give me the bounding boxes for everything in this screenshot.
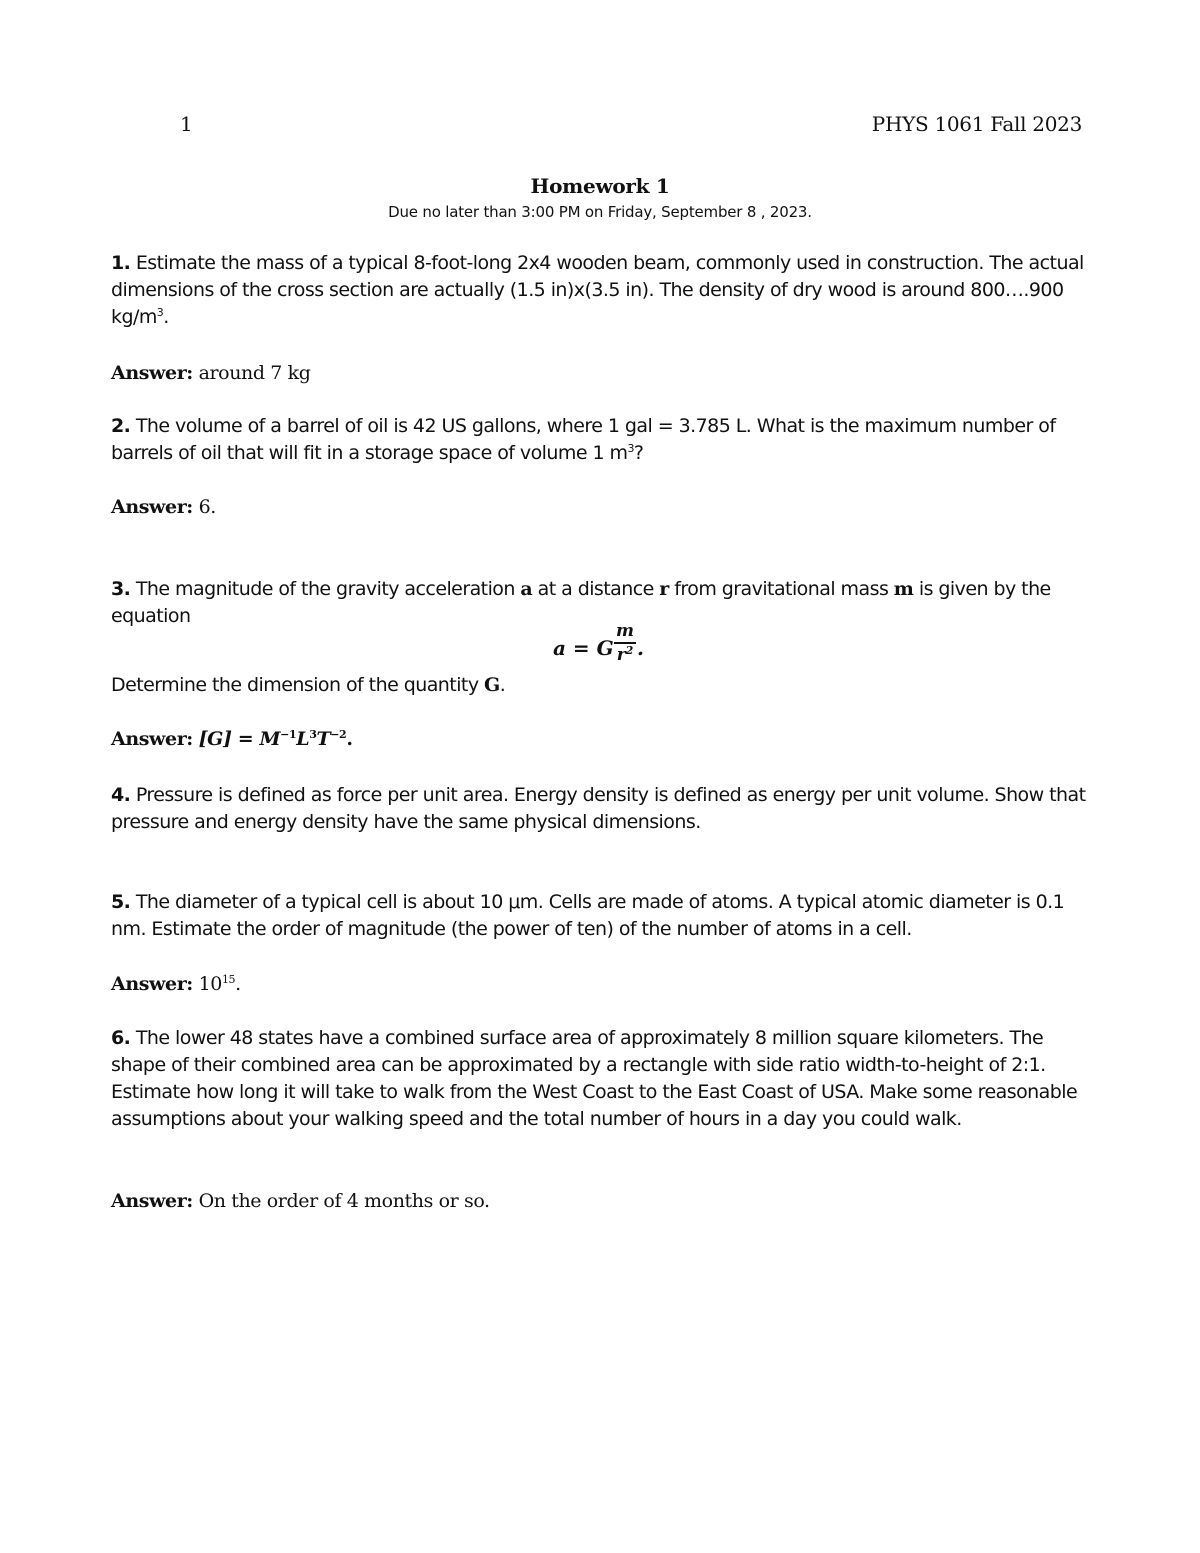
- page-number: 1: [180, 112, 193, 136]
- problem-6: [111, 1025, 1096, 1133]
- formula-M-exp: −1: [280, 728, 297, 741]
- answer-label: Answer:: [111, 362, 193, 384]
- problem-text-end: .: [499, 674, 506, 696]
- formula-T: T: [316, 728, 331, 750]
- problem-text: Estimate the mass of a typical 8-foot-long 2x4 wooden beam, commonly used in construction. The actual dimensions of the cross section are actually (1.5 in)x(3.5 in). The density of dry wood is around 800….900 kg/m: [111, 252, 1084, 328]
- formula-M: M: [259, 728, 281, 750]
- answer-exponent: 15: [221, 973, 236, 986]
- answer-5: [111, 971, 241, 998]
- answer-text: On the order of 4 months or so.: [198, 1190, 490, 1212]
- formula-L: L: [296, 728, 310, 750]
- answer-base: 10: [198, 973, 222, 995]
- symbol-G: G: [484, 674, 500, 696]
- problem-3: [111, 576, 1096, 630]
- answer-text: around 7 kg: [198, 362, 311, 384]
- problem-text-end: ?: [633, 442, 644, 464]
- answer-end: .: [235, 973, 241, 995]
- problem-3-followup: [111, 672, 1096, 699]
- problem-text: is given by the equation: [111, 578, 1051, 627]
- problem-text: The magnitude of the gravity acceleration: [135, 578, 521, 600]
- answer-label: Answer:: [111, 1190, 193, 1212]
- problem-text-end: .: [163, 306, 169, 328]
- denominator-exponent: 2: [625, 644, 634, 657]
- equation-end: .: [637, 636, 644, 660]
- problem-number: 5.: [111, 891, 131, 913]
- symbol-a: a: [520, 578, 533, 600]
- problem-text: at a distance: [532, 578, 660, 600]
- symbol-r: r: [659, 578, 669, 600]
- answer-label: Answer:: [111, 728, 193, 750]
- superscript: 3: [156, 306, 164, 319]
- equation-lhs: a = G: [553, 636, 614, 660]
- formula-end: .: [346, 728, 353, 750]
- formula-T-exp: −2: [330, 728, 347, 741]
- problem-number: 3.: [111, 578, 131, 600]
- problem-text: Determine the dimension of the quantity: [111, 674, 485, 696]
- problem-text: The diameter of a typical cell is about 10 μm. Cells are made of atoms. A typical atomic diameter is 0.1 nm. Estimate the order of magnitude (the power of ten) of the number of atoms in a cell.: [111, 891, 1065, 940]
- problem-5: [111, 889, 1096, 943]
- formula-lhs: [G] =: [198, 728, 260, 750]
- problem-number: 2.: [111, 415, 131, 437]
- problem-2: [111, 413, 1096, 467]
- equation-fraction: [614, 621, 636, 665]
- answer-1: [111, 360, 311, 387]
- answer-formula: [199, 728, 353, 750]
- problem-4: [111, 782, 1096, 836]
- course-header: PHYS 1061 Fall 2023: [871, 112, 1082, 136]
- answer-label: Answer:: [111, 496, 193, 518]
- formula-L-exp: 3: [309, 728, 317, 741]
- page-title: Homework 1: [530, 174, 670, 198]
- problem-1: [111, 250, 1096, 331]
- symbol-m: m: [893, 578, 914, 600]
- problem-text: from gravitational mass: [668, 578, 894, 600]
- answer-3: [111, 726, 353, 753]
- problem-number: 1.: [111, 252, 131, 274]
- fraction-denominator: [614, 645, 636, 665]
- problem-text: The lower 48 states have a combined surface area of approximately 8 million square kilometers. The shape of their combined area can be approximated by a rectangle with side ratio width-to-height of 2:1. Estimate how long it will take to walk from the West Coast to the East Coast of USA. Make some reasonable assumptions about your walking speed and the total number of hours in a day you could walk.: [111, 1027, 1078, 1130]
- problem-number: 4.: [111, 784, 131, 806]
- fraction-numerator: m: [616, 621, 634, 641]
- answer-2: [111, 494, 216, 521]
- due-date: Due no later than 3:00 PM on Friday, September 8 , 2023.: [388, 203, 812, 221]
- answer-6: [111, 1188, 490, 1215]
- denominator-symbol: r: [616, 645, 626, 665]
- answer-label: Answer:: [111, 973, 193, 995]
- problem-number: 6.: [111, 1027, 131, 1049]
- problem-text: The volume of a barrel of oil is 42 US gallons, where 1 gal = 3.785 L. What is the maximum number of barrels of oil that will fit in a storage space of volume 1 m: [111, 415, 1056, 464]
- answer-text: 6.: [198, 496, 216, 518]
- problem-text: Pressure is defined as force per unit area. Energy density is defined as energy per unit volume. Show that pressure and energy density have the same physical dimensions.: [111, 784, 1086, 833]
- superscript: 3: [627, 442, 634, 455]
